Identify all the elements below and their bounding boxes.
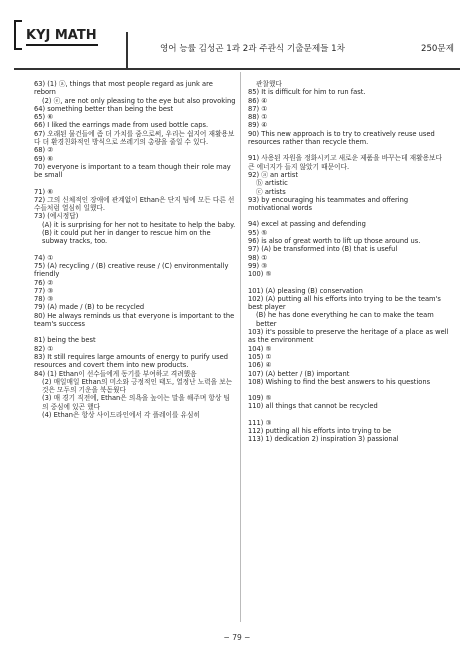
spacer [34, 328, 236, 336]
answer-item: 102) (A) putting all his efforts into trying to be the team's best player [248, 294, 441, 312]
answer-item: 74) ① [34, 253, 54, 262]
answer-item: 85) It is difficult for him to run fast. [248, 88, 366, 97]
answer-item: 103) it's possible to preserve the heritage of a place as well as the environment [248, 328, 449, 345]
answer-item: 관찰했다 [256, 80, 282, 88]
answer-item: 64) something better than being the best [34, 104, 174, 113]
answer-item: 94) excel at passing and defending [248, 220, 366, 229]
answer-item: 110) all things that cannot be recycled [248, 402, 378, 411]
answer-item: (B) he has done everything he can to make the team better [256, 311, 434, 328]
answer-item: 100) ⑤ [248, 270, 272, 279]
answer-item: 91) 사용된 자원을 정화시키고 새로운 제품을 바꾸는데 재활용보다 큰 에너지가 들지 않았기 때문이다. [248, 154, 442, 171]
answer-item: 98) ① [248, 253, 268, 262]
answer-item: 89) ④ [248, 121, 268, 130]
answer-item: (2) 매일매일 Ethan의 미소와 긍정적인 태도, 열정난 노력을 보는 것은 모두의 기운을 북돋웠다 [42, 377, 233, 395]
document-title: 영어 능률 김성곤 1과 2과 주관식 기출문제들 1차 [160, 44, 345, 54]
logo: KYJ MATH [26, 28, 97, 43]
answer-item: 86) ④ [248, 96, 268, 105]
answer-item: 81) being the best [34, 336, 96, 345]
answer-item: 113) 1) dedication 2) inspiration 3) passional [248, 435, 399, 444]
answer-item: 97) (A) be transformed into (B) that is useful [248, 245, 398, 254]
answer-item: 99) ③ [248, 261, 268, 270]
answer-item: 93) by encouraging his teammates and offering motivational words [248, 195, 409, 213]
answer-item: (B) it could put her in danger to rescue him on the subway tracks, too. [42, 229, 211, 246]
answer-item: 104) ⑤ [248, 344, 272, 353]
answer-item: 71) ⑥ [34, 187, 54, 196]
logo-bracket-left [14, 20, 22, 50]
answer-item: 82) ① [34, 344, 54, 353]
answer-item: 101) (A) pleasing (B) conservation [248, 286, 363, 295]
answer-item: 92) ⓐ an artist [248, 170, 298, 179]
answer-item: 111) ③ [248, 418, 272, 427]
answer-item: 78) ③ [34, 295, 54, 304]
spacer [34, 180, 236, 188]
answer-item: 69) ⑥ [34, 154, 54, 163]
answer-item: 77) ③ [34, 286, 54, 295]
answer-item: (3) 매 경기 직전에, Ethan은 의욕을 높이는 말을 해주며 항상 팀의 중심에 있곤 했다 [42, 394, 230, 411]
answer-item: 67) 오래된 물건들에 좀 더 가치를 줌으로써, 우리는 쉽지어 재활용보다 더 환경친화적인 방식으로 쓰레기의 총량을 줄일 수 있다. [34, 129, 235, 147]
page-number: − 79 − [223, 633, 251, 642]
answer-item: 107) (A) better / (B) important [248, 369, 350, 378]
answer-item: 105) ① [248, 352, 272, 361]
header-divider [126, 32, 128, 70]
answer-item: 79) (A) made / (B) to be recycled [34, 303, 145, 312]
answer-item: 108) Wishing to find the best answers to his questions [248, 377, 431, 386]
answer-item: 83) It still requires large amounts of energy to purify used resources and covert them into new products. [34, 352, 228, 370]
spacer [248, 386, 450, 394]
logo-underline [26, 44, 98, 46]
answer-item: 70) everyone is important to a team though their role may be small [34, 162, 231, 180]
answer-item: ⓑ artistic [256, 179, 288, 188]
answer-item: (4) Ethan은 항상 사이드라인에서 각 플레이를 유심히 [42, 410, 200, 419]
answer-item: (A) it is surprising for her not to hesitate to help the baby. [42, 220, 236, 229]
answer-item: 84) (1) Ethan이 선수들에게 동기를 부여하고 격려했음 [34, 369, 197, 378]
spacer [248, 279, 450, 287]
answer-item: 72) 그의 신체적인 장애에 관계없이 Ethan은 단지 팀에 모든 다른 선수들처럼 열심히 일했다. [34, 195, 235, 213]
answer-item: 106) ④ [248, 361, 272, 370]
answer-item: 90) This new approach is to try to creatively reuse used resources rather than recycle them. [248, 129, 435, 147]
answer-item: 96) is also of great worth to lift up those around us. [248, 237, 421, 246]
column-divider [240, 72, 241, 622]
problem-count: 250문제 [420, 44, 454, 54]
answer-item: 112) putting all his efforts into trying to be [248, 426, 392, 435]
answer-item: 76) ② [34, 278, 54, 287]
answer-item: 95) ⑤ [248, 228, 268, 237]
answer-item: 109) ⑤ [248, 394, 272, 403]
answer-item: (2) ⓔ, are not only pleasing to the eye but also provoking [42, 96, 236, 105]
answer-item: 87) ① [248, 104, 268, 113]
answer-item: ⓒ artists [256, 187, 286, 196]
answer-item: 80) He always reminds us that everyone is important to the team's success [34, 311, 235, 329]
answer-item: 73) (예시정답) [34, 212, 79, 221]
page-header [14, 18, 460, 70]
answer-item: 65) ⑥ [34, 113, 54, 122]
answer-item: 88) ① [248, 113, 268, 122]
answer-item: 75) (A) recycling / (B) creative reuse / (C) environmentally friendly [34, 261, 229, 279]
answer-item: 63) (1) ⓐ, things that most people regard as junk are reborn [34, 80, 213, 97]
right-answer-column [248, 80, 450, 444]
spacer [248, 212, 450, 220]
answer-item: 66) I liked the earrings made from used bottle caps. [34, 121, 209, 130]
answer-item: 68) ② [34, 146, 54, 155]
header-rule [14, 68, 460, 70]
left-answer-column [34, 80, 236, 419]
spacer [34, 246, 236, 254]
spacer [248, 411, 450, 419]
